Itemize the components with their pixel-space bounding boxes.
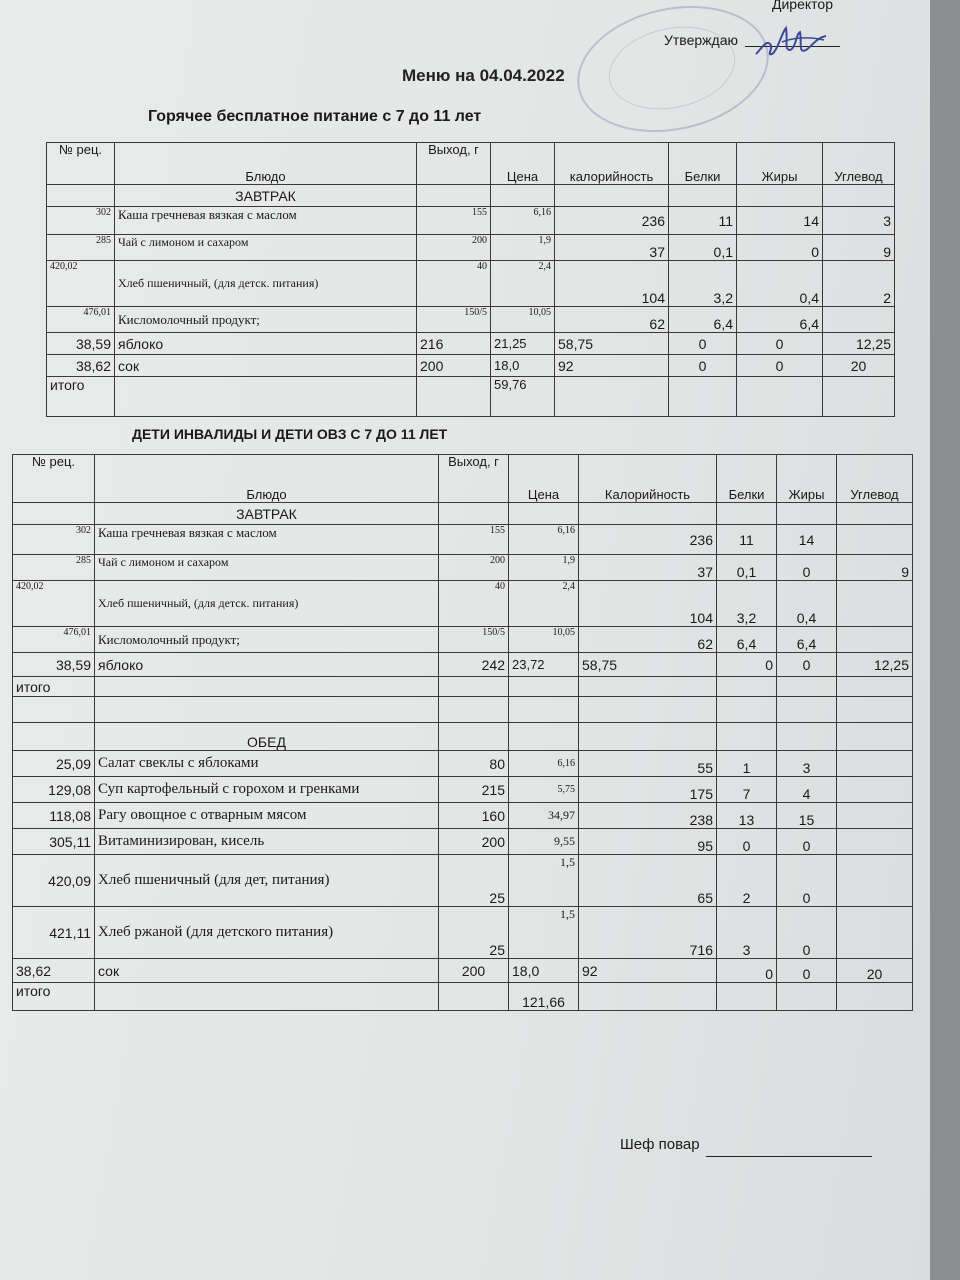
- cell-prot: 6,4: [717, 627, 777, 653]
- total-price: 121,66: [509, 983, 579, 1011]
- cell-rec: 25,09: [13, 751, 95, 777]
- cell-dish: Чай с лимоном и сахаром: [95, 555, 439, 581]
- director-label: Директор: [772, 0, 833, 12]
- cell-kcal: 92: [555, 355, 669, 377]
- cell-kcal: 58,75: [579, 653, 717, 677]
- cell-out: 150/5: [439, 627, 509, 653]
- cell-carb: 20: [837, 959, 913, 983]
- menu-table-special: [12, 454, 913, 1011]
- col-prot: Белки: [669, 143, 737, 185]
- section-breakfast: ЗАВТРАК: [95, 503, 439, 525]
- menu-title: Меню на 04.04.2022: [402, 66, 565, 85]
- cell-prot: 3: [717, 907, 777, 959]
- cell-carb: 12,25: [837, 653, 913, 677]
- cell-dish: Хлеб пшеничный, (для детск. питания): [95, 581, 439, 627]
- col-dish: Блюдо: [95, 455, 439, 503]
- cell-fat: 0,4: [777, 581, 837, 627]
- cell-carb: [837, 525, 913, 555]
- cell-rec: 118,08: [13, 803, 95, 829]
- section-breakfast: ЗАВТРАК: [115, 185, 417, 207]
- cell-dish: Хлеб пшеничный, (для детск. питания): [115, 261, 417, 307]
- cell-fat: 0: [737, 333, 823, 355]
- cell-prot: 3,2: [717, 581, 777, 627]
- cell-fat: 0: [777, 855, 837, 907]
- cell-carb: [837, 803, 913, 829]
- cell-kcal: 65: [579, 855, 717, 907]
- cell-price: 2,4: [491, 261, 555, 307]
- cell-dish: Хлеб ржаной (для детского питания): [95, 907, 439, 959]
- cell-kcal: 104: [555, 261, 669, 307]
- cell-dish: Каша гречневая вязкая с маслом: [115, 207, 417, 235]
- total-price: 59,76: [491, 377, 555, 417]
- cell-dish: Витаминизирован, кисель: [95, 829, 439, 855]
- col-out: Выход, г: [439, 455, 509, 503]
- cell-price: 1,9: [509, 555, 579, 581]
- cell-out: 200: [439, 829, 509, 855]
- cell-price: 6,16: [509, 751, 579, 777]
- cell-kcal: 236: [579, 525, 717, 555]
- cell-carb: [837, 855, 913, 907]
- cell-prot: 3,2: [669, 261, 737, 307]
- chef-signature-line: [706, 1156, 872, 1157]
- cell-price: 34,97: [509, 803, 579, 829]
- cell-carb: [837, 829, 913, 855]
- cell-carb: [837, 777, 913, 803]
- cell-rec: 302: [47, 207, 115, 235]
- col-price: Цена: [491, 143, 555, 185]
- approve-label: Утверждаю: [664, 32, 738, 48]
- cell-rec: 476,01: [47, 307, 115, 333]
- total-label: итого: [13, 983, 95, 1011]
- cell-rec: 38,62: [13, 959, 95, 983]
- cell-prot: 0: [717, 829, 777, 855]
- cell-rec: 129,08: [13, 777, 95, 803]
- cell-prot: 0: [669, 355, 737, 377]
- cell-prot: 1: [717, 751, 777, 777]
- section-lunch: ОБЕД: [95, 723, 439, 751]
- col-prot: Белки: [717, 455, 777, 503]
- cell-carb: 9: [837, 555, 913, 581]
- cell-carb: [837, 627, 913, 653]
- cell-kcal: 55: [579, 751, 717, 777]
- cell-prot: 2: [717, 855, 777, 907]
- cell-fat: 0: [777, 555, 837, 581]
- cell-price: 2,4: [509, 581, 579, 627]
- cell-fat: 0: [777, 907, 837, 959]
- cell-dish: Кисломолочный продукт;: [115, 307, 417, 333]
- cell-fat: 6,4: [777, 627, 837, 653]
- cell-kcal: 37: [579, 555, 717, 581]
- cell-price: 10,05: [509, 627, 579, 653]
- cell-price: 1,9: [491, 235, 555, 261]
- cell-out: 25: [439, 855, 509, 907]
- cell-carb: [837, 581, 913, 627]
- cell-carb: 3: [823, 207, 895, 235]
- cell-out: 242: [439, 653, 509, 677]
- cell-out: 200: [417, 355, 491, 377]
- col-carb: Углевод: [837, 455, 913, 503]
- cell-prot: 0: [717, 653, 777, 677]
- subtitle-special-needs: ДЕТИ ИНВАЛИДЫ И ДЕТИ ОВЗ С 7 ДО 11 ЛЕТ: [132, 426, 448, 442]
- cell-fat: 0: [737, 235, 823, 261]
- cell-dish: Суп картофельный с горохом и гренками: [95, 777, 439, 803]
- menu-subtitle: Горячее бесплатное питание с 7 до 11 лет: [148, 108, 482, 125]
- cell-dish: Чай с лимоном и сахаром: [115, 235, 417, 261]
- cell-rec: 420,02: [13, 581, 95, 627]
- col-rec: № рец.: [47, 143, 115, 185]
- cell-rec: 476,01: [13, 627, 95, 653]
- cell-prot: 6,4: [669, 307, 737, 333]
- cell-out: 80: [439, 751, 509, 777]
- cell-carb: [823, 307, 895, 333]
- cell-kcal: 104: [579, 581, 717, 627]
- col-carb: Углевод: [823, 143, 895, 185]
- cell-fat: 0,4: [737, 261, 823, 307]
- cell-out: 200: [439, 555, 509, 581]
- cell-dish: Хлеб пшеничный (для дет, питания): [95, 855, 439, 907]
- cell-carb: 20: [823, 355, 895, 377]
- col-kcal: калорийность: [555, 143, 669, 185]
- cell-rec: 420,02: [47, 261, 115, 307]
- cell-fat: 14: [777, 525, 837, 555]
- cell-prot: 0: [669, 333, 737, 355]
- cell-prot: 7: [717, 777, 777, 803]
- cell-carb: [837, 907, 913, 959]
- cell-kcal: 62: [579, 627, 717, 653]
- cell-out: 40: [417, 261, 491, 307]
- cell-dish: Кисломолочный продукт;: [95, 627, 439, 653]
- cell-carb: 12,25: [823, 333, 895, 355]
- chef-label: Шеф повар: [620, 1136, 700, 1153]
- cell-price: 1,5: [509, 907, 579, 959]
- cell-rec: 38,59: [13, 653, 95, 677]
- col-kcal: Калорийность: [579, 455, 717, 503]
- cell-rec: 302: [13, 525, 95, 555]
- col-price: Цена: [509, 455, 579, 503]
- cell-dish: яблоко: [95, 653, 439, 677]
- cell-rec: 285: [13, 555, 95, 581]
- cell-price: 23,72: [509, 653, 579, 677]
- col-out: Выход, г: [417, 143, 491, 185]
- cell-rec: 38,62: [47, 355, 115, 377]
- cell-prot: 0: [717, 959, 777, 983]
- cell-price: 10,05: [491, 307, 555, 333]
- total-label: итого: [47, 377, 115, 417]
- cell-dish: сок: [95, 959, 439, 983]
- cell-dish: сок: [115, 355, 417, 377]
- cell-kcal: 95: [579, 829, 717, 855]
- cell-fat: 4: [777, 777, 837, 803]
- cell-kcal: 58,75: [555, 333, 669, 355]
- cell-kcal: 238: [579, 803, 717, 829]
- menu-table-primary: [46, 142, 895, 417]
- cell-out: 200: [417, 235, 491, 261]
- cell-out: 155: [439, 525, 509, 555]
- cell-out: 40: [439, 581, 509, 627]
- cell-kcal: 175: [579, 777, 717, 803]
- cell-out: 216: [417, 333, 491, 355]
- cell-out: 215: [439, 777, 509, 803]
- cell-price: 21,25: [491, 333, 555, 355]
- col-dish: Блюдо: [115, 143, 417, 185]
- cell-rec: 421,11: [13, 907, 95, 959]
- cell-price: 9,55: [509, 829, 579, 855]
- cell-prot: 0,1: [717, 555, 777, 581]
- col-fat: Жиры: [737, 143, 823, 185]
- cell-fat: 3: [777, 751, 837, 777]
- cell-rec: 285: [47, 235, 115, 261]
- cell-rec: 38,59: [47, 333, 115, 355]
- cell-price: 6,16: [491, 207, 555, 235]
- cell-carb: 9: [823, 235, 895, 261]
- cell-price: 18,0: [491, 355, 555, 377]
- cell-price: 6,16: [509, 525, 579, 555]
- cell-out: 155: [417, 207, 491, 235]
- cell-price: 18,0: [509, 959, 579, 983]
- cell-dish: Каша гречневая вязкая с маслом: [95, 525, 439, 555]
- cell-prot: 13: [717, 803, 777, 829]
- cell-fat: 15: [777, 803, 837, 829]
- cell-fat: 0: [777, 959, 837, 983]
- cell-dish: яблоко: [115, 333, 417, 355]
- cell-kcal: 92: [579, 959, 717, 983]
- cell-out: 150/5: [417, 307, 491, 333]
- cell-fat: 6,4: [737, 307, 823, 333]
- cell-prot: 0,1: [669, 235, 737, 261]
- cell-dish: Салат свеклы с яблоками: [95, 751, 439, 777]
- cell-kcal: 37: [555, 235, 669, 261]
- cell-price: 5,75: [509, 777, 579, 803]
- cell-rec: 420,09: [13, 855, 95, 907]
- cell-prot: 11: [717, 525, 777, 555]
- cell-fat: 0: [777, 829, 837, 855]
- director-signature: [752, 20, 832, 62]
- cell-dish: Рагу овощное с отварным мясом: [95, 803, 439, 829]
- cell-fat: 0: [777, 653, 837, 677]
- cell-carb: [837, 751, 913, 777]
- cell-fat: 14: [737, 207, 823, 235]
- cell-kcal: 236: [555, 207, 669, 235]
- cell-kcal: 716: [579, 907, 717, 959]
- cell-carb: 2: [823, 261, 895, 307]
- cell-kcal: 62: [555, 307, 669, 333]
- cell-fat: 0: [737, 355, 823, 377]
- cell-rec: 305,11: [13, 829, 95, 855]
- cell-prot: 11: [669, 207, 737, 235]
- col-rec: № рец.: [13, 455, 95, 503]
- cell-out: 25: [439, 907, 509, 959]
- total-label: итого: [13, 677, 95, 697]
- cell-out: 160: [439, 803, 509, 829]
- cell-price: 1,5: [509, 855, 579, 907]
- cell-out: 200: [439, 959, 509, 983]
- col-fat: Жиры: [777, 455, 837, 503]
